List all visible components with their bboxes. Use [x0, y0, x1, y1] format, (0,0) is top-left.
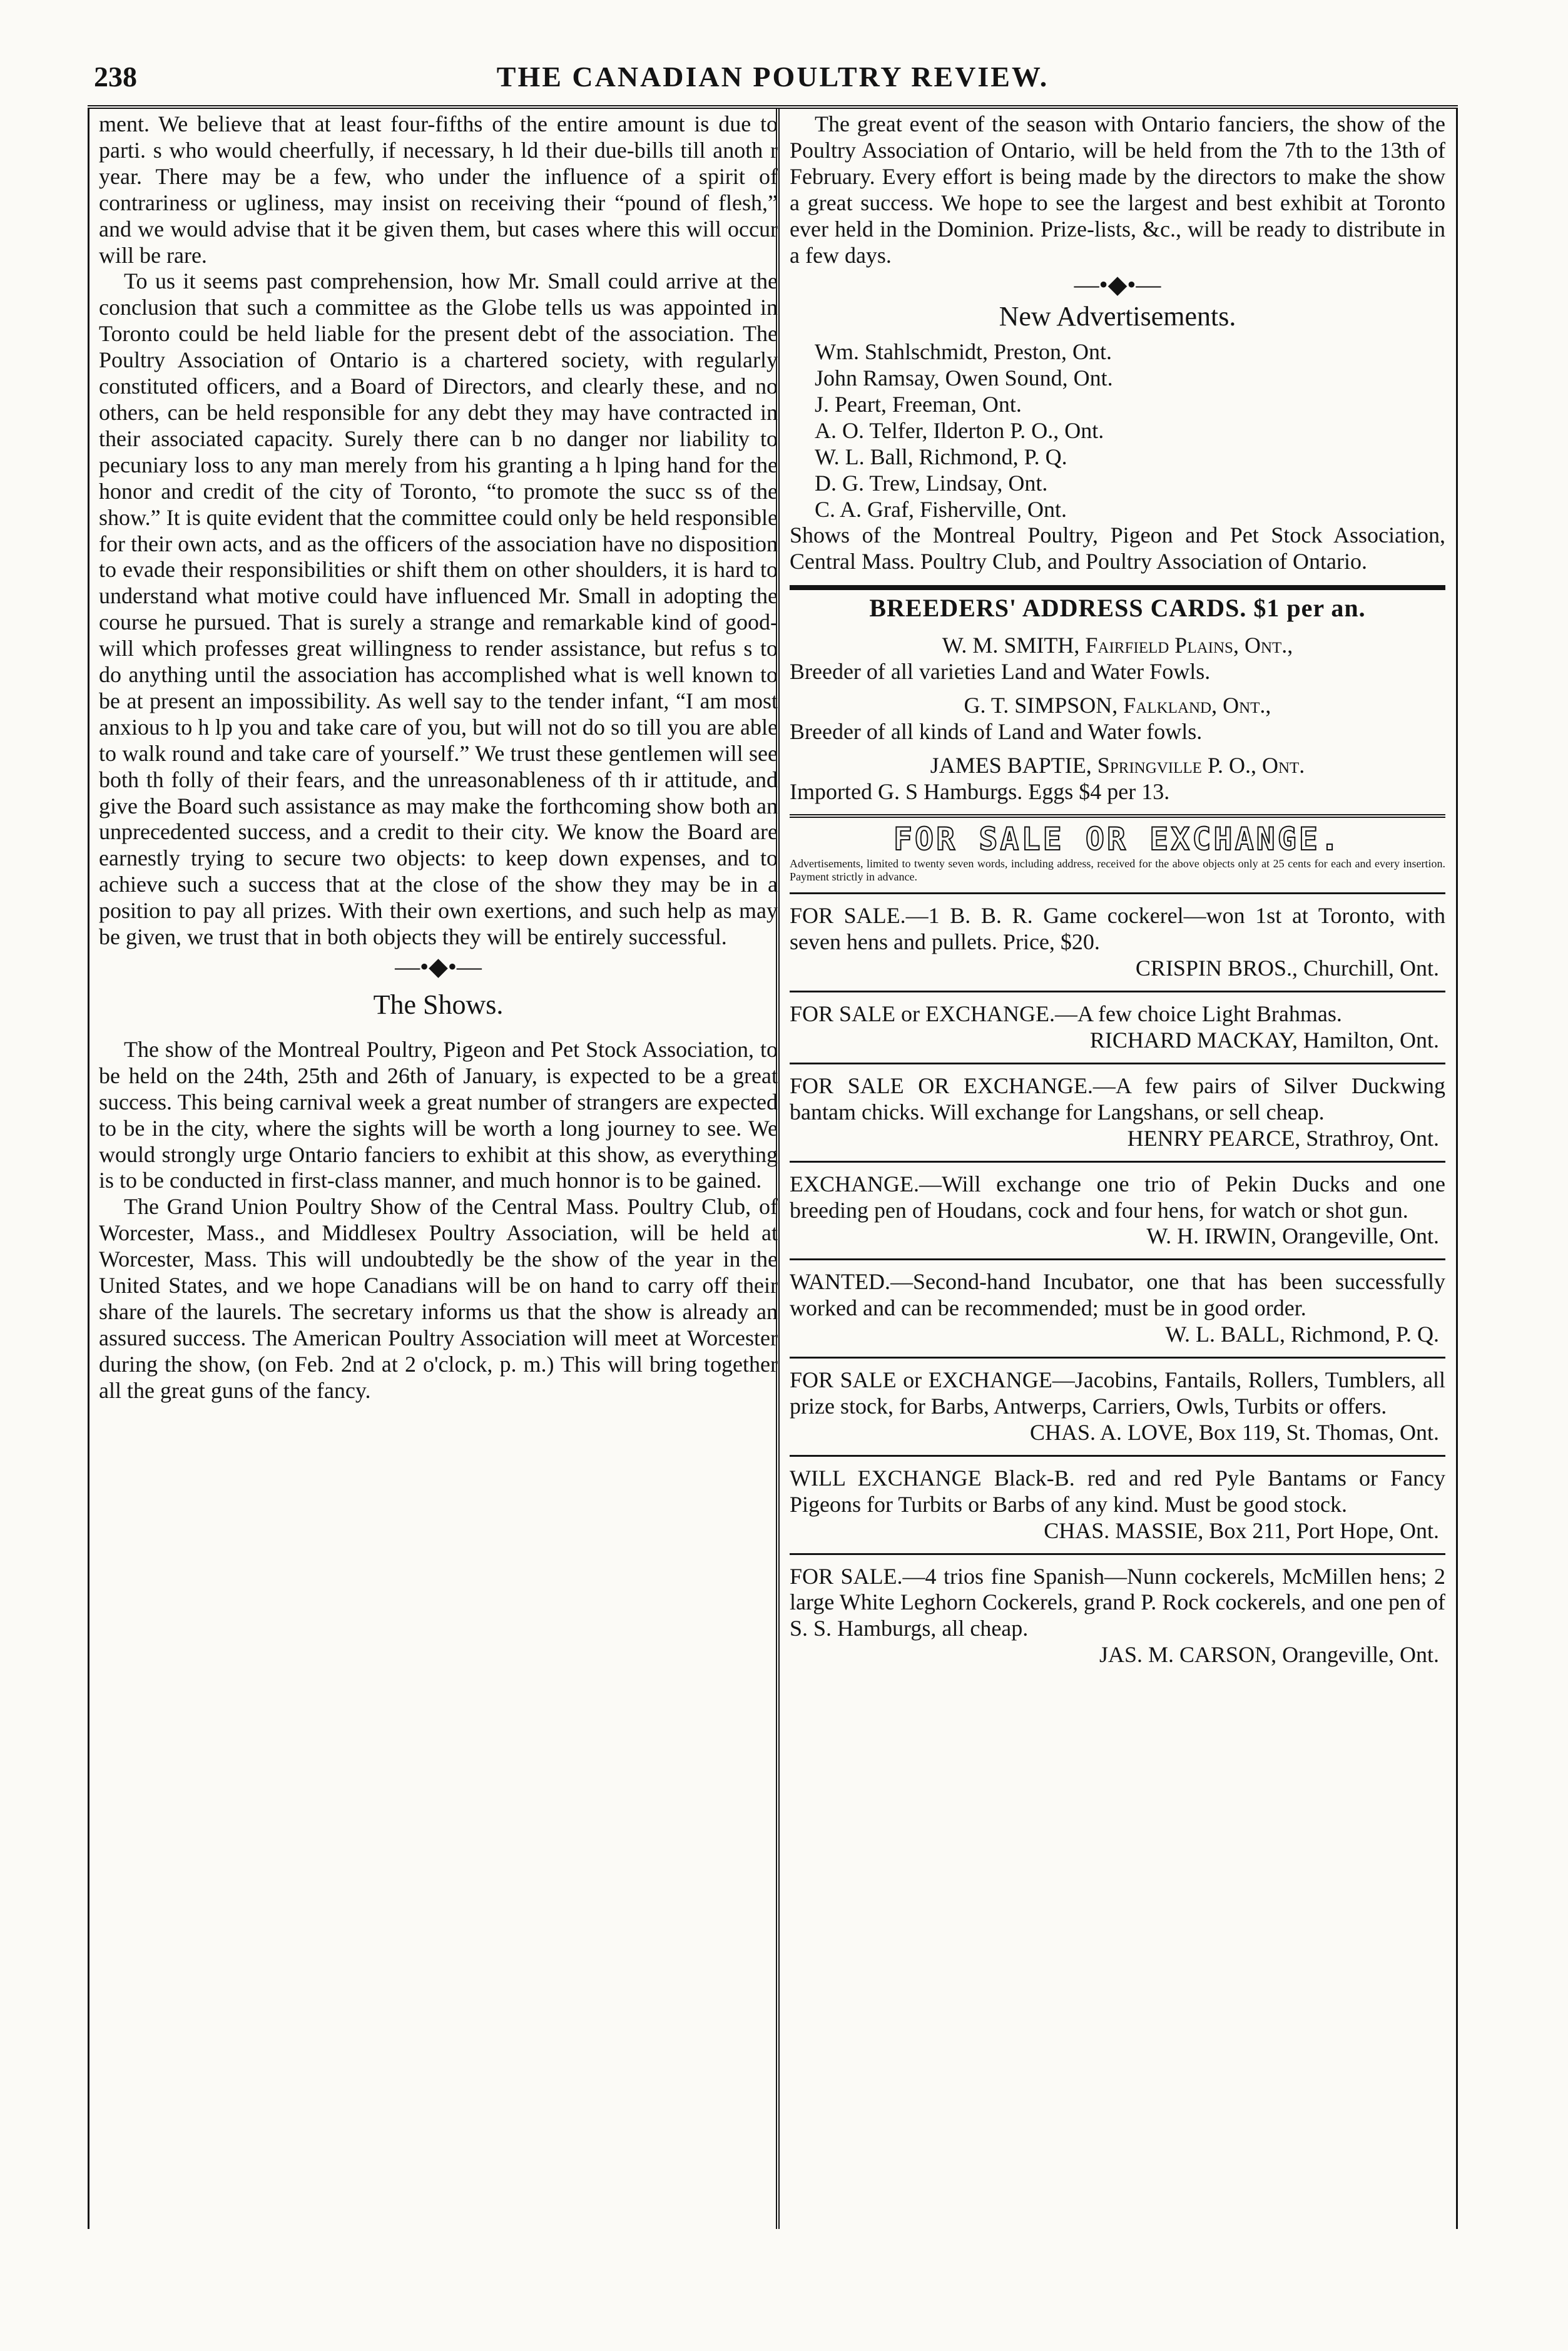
header-rule — [88, 105, 1458, 109]
breeder-name: JAMES BAPTIE, Springville P. O., Ont. — [930, 752, 1305, 778]
breeder-card — [790, 753, 1445, 805]
classified-ad — [790, 1269, 1445, 1348]
classified-ad — [790, 1564, 1445, 1669]
classified-ad — [790, 1466, 1445, 1544]
list-item: A. O. Telfer, Ilderton P. O., Ont. — [815, 418, 1104, 444]
for-sale-heading: FOR SALE OR EXCHANGE. — [893, 820, 1342, 857]
ad-text: EXCHANGE.—Will exchange one trio of Pekin Ducks and one breeding pen of Houdans, cock and four hens, for watch or shot gun. — [790, 1171, 1445, 1223]
page-header — [88, 58, 1458, 103]
list-item: J. Peart, Freeman, Ont. — [815, 392, 1022, 417]
article-paragraph: ment. We believe that at least four-fifths of the entire amount is due to parti. s who would cheerfully, if necessary, h ld their due-bills till anoth r year. There may be a few, who under the influence of a spirit of contrariness or ugliness, may insist on receiving their “pound of flesh,” and we would advise that it be given them, but cases where this will occur will be rare. — [99, 111, 778, 268]
section-title-shows: The Shows. — [373, 989, 504, 1020]
ad-signature: W. L. BALL, Richmond, P. Q. — [1165, 1322, 1439, 1347]
classified-ad — [790, 1073, 1445, 1152]
shows-paragraph: The Grand Union Poultry Show of the Central Mass. Poultry Club, of Worcester, Mass., and Middlesex Poultry Association, will be held at Worcester, Mass. This will undoubtedly be the show of the year in the United States, and we hope Canadians will be on hand to carry off their share of the laurels. The secretary informs us that the show is already an assured success. The American Poultry Association will meet at Worcester during the show, (on Feb. 2nd at 2 o'clock, p. m.) This will bring together all the great guns of the fancy. — [99, 1194, 778, 1403]
new-ads-footer: Shows of the Montreal Poultry, Pigeon and Pet Stock Association, Central Mass. Poultry Club, and Poultry Association of Ontario. — [790, 523, 1445, 574]
ad-signature: CHAS. MASSIE, Box 211, Port Hope, Ont. — [1044, 1517, 1439, 1543]
classified-ad — [790, 1367, 1445, 1446]
ad-text: FOR SALE OR EXCHANGE.—A few pairs of Silver Duckwing bantam chicks. Will exchange for Langshans, or sell cheap. — [790, 1073, 1445, 1125]
right-border — [1456, 108, 1458, 2229]
ad-text: FOR SALE or EXCHANGE—Jacobins, Fantails, Rollers, Tumblers, all prize stock, for Barbs, Antwerps, Carriers, Owls, Turbits or offers. — [790, 1367, 1445, 1419]
article-paragraph: To us it seems past comprehension, how Mr. Small could arrive at the conclusion that such a committee as the Globe tells us was appointed in Toronto could be held liable for the present debt of the association. The Poultry Association of Ontario is a chartered society, with regularly constituted officers, and a Board of Directors, and clearly these, and no others, can be held responsible for any debt they may have contracted in their associated capacity. Surely there can b no danger nor liability to pecuniary loss to any man merely from his granting a h lping hand for the honor and credit of the city of Toronto, “to promote the succ ss of the show.” It is quite evident that the committee could only be held responsible for their own acts, and as the officers of the association have no disposition to evade their responsibilities or shift them on other shoulders, it is hard to understand what motive could have influenced Mr. Small in adopting the course he pursued. That is surely a strange and remarkable kind of good-will which professes great willingness to render assistance, but refus s to do anything until the association has accomplished what is well known to be at present an impossibility. As well say to the tender infant, “I am most anxious to h lp you and take care of you, but will not do so till you are able to walk round and take care of yourself.” We trust these gentlemen will see both th folly of their fears, and the unreasonableness of th ir attitude, and give the Board such assistance as may make the forthcoming show both an unprecedented success, and a credit to their city. We know the Board are earnestly trying to secure two objects: to keep down expenses, and to achieve such a success that at the close of the show they may be in a position to pay all prizes. With their own exertions, and such help as may be given, we trust that in both objects they will be entirely successful. — [99, 268, 778, 950]
for-sale-note: Advertisements, limited to twenty seven words, including address, received for the above objects only at 25 cents for each and every insertion. Payment strictly in advance. — [790, 857, 1445, 884]
ad-rule — [790, 1455, 1445, 1457]
ad-signature: CHAS. A. LOVE, Box 119, St. Thomas, Ont. — [1029, 1419, 1439, 1445]
ad-signature: JAS. M. CARSON, Orangeville, Ont. — [1099, 1642, 1439, 1668]
ad-rule — [790, 1161, 1445, 1163]
journal-title: THE CANADIAN POULTRY REVIEW. — [496, 61, 1049, 93]
ad-signature: RICHARD MACKAY, Hamilton, Ont. — [1089, 1028, 1439, 1053]
ad-signature: W. H. IRWIN, Orangeville, Ont. — [1146, 1223, 1439, 1249]
section-rule — [790, 814, 1445, 818]
classified-ad — [790, 1001, 1445, 1054]
ad-text: FOR SALE or EXCHANGE.—A few choice Light Brahmas. — [790, 1001, 1342, 1027]
list-item: W. L. Ball, Richmond, P. Q. — [815, 444, 1067, 470]
page-number: 238 — [94, 61, 137, 93]
section-title-new-ads: New Advertisements. — [999, 301, 1236, 332]
new-ads-list — [815, 339, 1445, 523]
ad-signature: HENRY PEARCE, Strathroy, Ont. — [1127, 1125, 1439, 1151]
left-border — [88, 108, 89, 2229]
intro-paragraph: The great event of the season with Ontario fanciers, the show of the Poultry Association of Ontario, will be held from the 7th to the 13th of February. Every effort is being made by the directors to make the show a great success. We hope to see the largest and best exhibit at Toronto ever held in the Dominion. Prize-lists, &c., will be ready to distribute in a few days. — [790, 111, 1445, 268]
ad-rule — [790, 892, 1445, 894]
classified-ad — [790, 903, 1445, 982]
ad-text: FOR SALE.—4 trios fine Spanish—Nunn cockerels, McMillen hens; 2 large White Leghorn Cockerels, grand P. Rock cockerels, and one pen of S. S. Hamburgs, all cheap. — [790, 1563, 1445, 1641]
breeder-name: W. M. SMITH, Fairfield Plains, Ont., — [942, 633, 1293, 658]
list-item: Wm. Stahlschmidt, Preston, Ont. — [815, 339, 1112, 365]
breeder-card — [790, 693, 1445, 745]
breeder-desc: Imported G. S Hamburgs. Eggs $4 per 13. — [790, 778, 1170, 804]
ad-rule — [790, 1258, 1445, 1260]
ad-rule — [790, 991, 1445, 992]
ad-text: WANTED.—Second-hand Incubator, one that has been successfully worked and can be recommended; must be in good order. — [790, 1269, 1445, 1321]
ad-rule — [790, 1553, 1445, 1555]
section-ornament: —•◆•— — [1074, 270, 1161, 299]
ad-signature: CRISPIN BROS., Churchill, Ont. — [1135, 956, 1439, 981]
list-item: C. A. Graf, Fisherville, Ont. — [815, 497, 1067, 523]
ad-rule — [790, 1063, 1445, 1064]
ad-text: FOR SALE.—1 B. B. R. Game cockerel—won 1st at Toronto, with seven hens and pullets. Price, $20. — [790, 903, 1445, 955]
left-column — [99, 111, 778, 1404]
right-column — [790, 111, 1445, 1672]
list-item: D. G. Trew, Lindsay, Ont. — [815, 471, 1048, 496]
shows-paragraph: The show of the Montreal Poultry, Pigeon and Pet Stock Association, to be held on the 24th, 25th and 26th of January, is expected to be a great success. This being carnival week a great number of strangers are expected to be in the city, where the sights will be worth a long journey to see. We would strongly urge Ontario fanciers to exhibit at this show, as everything is to be conducted in first-class manner, and much honnor is to be gained. — [99, 1036, 778, 1193]
section-ornament: —•◆•— — [395, 952, 482, 981]
section-rule — [790, 585, 1445, 590]
breeders-cards-heading: BREEDERS' ADDRESS CARDS. $1 per an. — [869, 594, 1366, 623]
breeder-desc: Breeder of all kinds of Land and Water fowls. — [790, 718, 1203, 744]
classified-ad — [790, 1171, 1445, 1250]
ad-rule — [790, 1357, 1445, 1359]
list-item: John Ramsay, Owen Sound, Ont. — [815, 365, 1113, 391]
ad-text: WILL EXCHANGE Black-B. red and red Pyle Bantams or Fancy Pigeons for Turbits or Barbs of any kind. Must be good stock. — [790, 1465, 1445, 1517]
breeder-card — [790, 633, 1445, 685]
breeder-name: G. T. SIMPSON, Falkland, Ont., — [964, 692, 1271, 718]
breeder-desc: Breeder of all varieties Land and Water Fowls. — [790, 658, 1211, 684]
